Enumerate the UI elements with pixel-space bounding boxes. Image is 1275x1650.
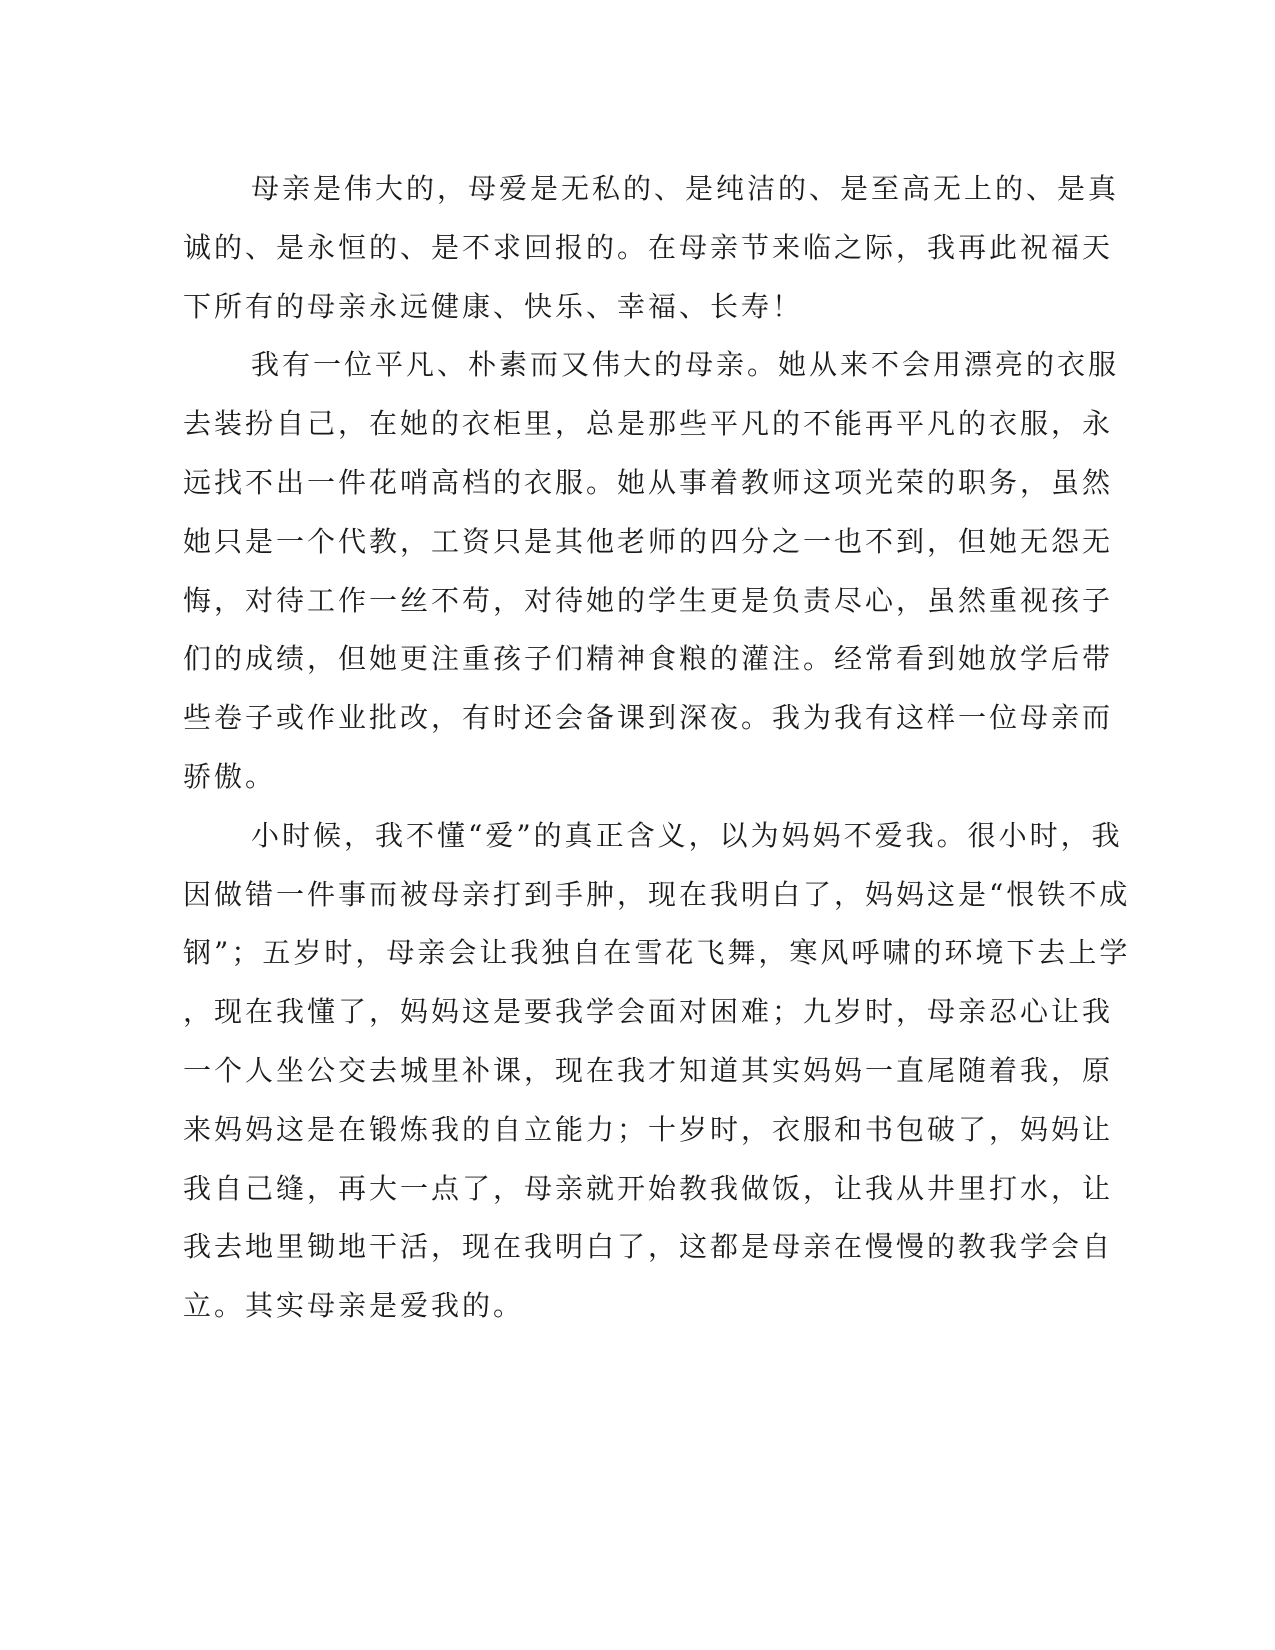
text-line: 母亲是伟大的，母爱是无私的、是纯洁的、是至高无上的、是真 [251,172,1120,205]
text-line: 些卷子或作业批改，有时还会备课到深夜。我为我有这样一位母亲而 [183,701,1114,735]
text-line: 骄傲。 [183,759,277,793]
text-line: 一个人坐公交去城里补课，现在我才知道其实妈妈一直尾随着我，原 [183,1053,1114,1087]
text-line: 悔，对待工作一丝不苟，对待她的学生更是负责尽心，虽然重视孩子 [183,583,1114,617]
text-line: ，现在我懂了，妈妈这是要我学会面对困难；九岁时，母亲忍心让我 [183,995,1114,1029]
text-line: 小时候，我不懂“爱”的真正含义，以为妈妈不爱我。很小时，我 [251,818,1123,852]
text-line: 立。其实母亲是爱我的。 [183,1289,525,1323]
text-line: 她只是一个代教，工资只是其他老师的四分之一也不到，但她无怨无 [183,524,1114,558]
text-line: 我去地里锄地干活，现在我明白了，这都是母亲在慢慢的教我学会自 [183,1230,1114,1264]
document-body [183,160,1131,1336]
paragraph-3 [183,807,1131,1336]
text-line: 来妈妈这是在锻炼我的自立能力；十岁时，衣服和书包破了，妈妈让 [183,1112,1114,1146]
text-line: 我有一位平凡、朴素而又伟大的母亲。她从来不会用漂亮的衣服 [251,348,1120,382]
text-line: 远找不出一件花哨高档的衣服。她从事着教师这项光荣的职务，虽然 [183,465,1114,499]
paragraph-1 [183,160,1120,336]
paragraph-2 [183,336,1120,806]
text-line: 因做错一件事而被母亲打到手肿，现在我明白了，妈妈这是“恨铁不成 [183,877,1131,911]
text-line: 们的成绩，但她更注重孩子们精神食粮的灌注。经常看到她放学后带 [183,642,1114,676]
text-line: 我自己缝，再大一点了，母亲就开始教我做饭，让我从井里打水，让 [183,1171,1114,1205]
text-line: 下所有的母亲永远健康、快乐、幸福、长寿！ [183,289,804,323]
text-line: 诚的、是永恒的、是不求回报的。在母亲节来临之际，我再此祝福天 [183,230,1114,264]
text-line: 去装扮自己，在她的衣柜里，总是那些平凡的不能再平凡的衣服，永 [183,407,1114,441]
text-line: 钢”；五岁时，母亲会让我独自在雪花飞舞，寒风呼啸的环境下去上学 [183,936,1131,970]
